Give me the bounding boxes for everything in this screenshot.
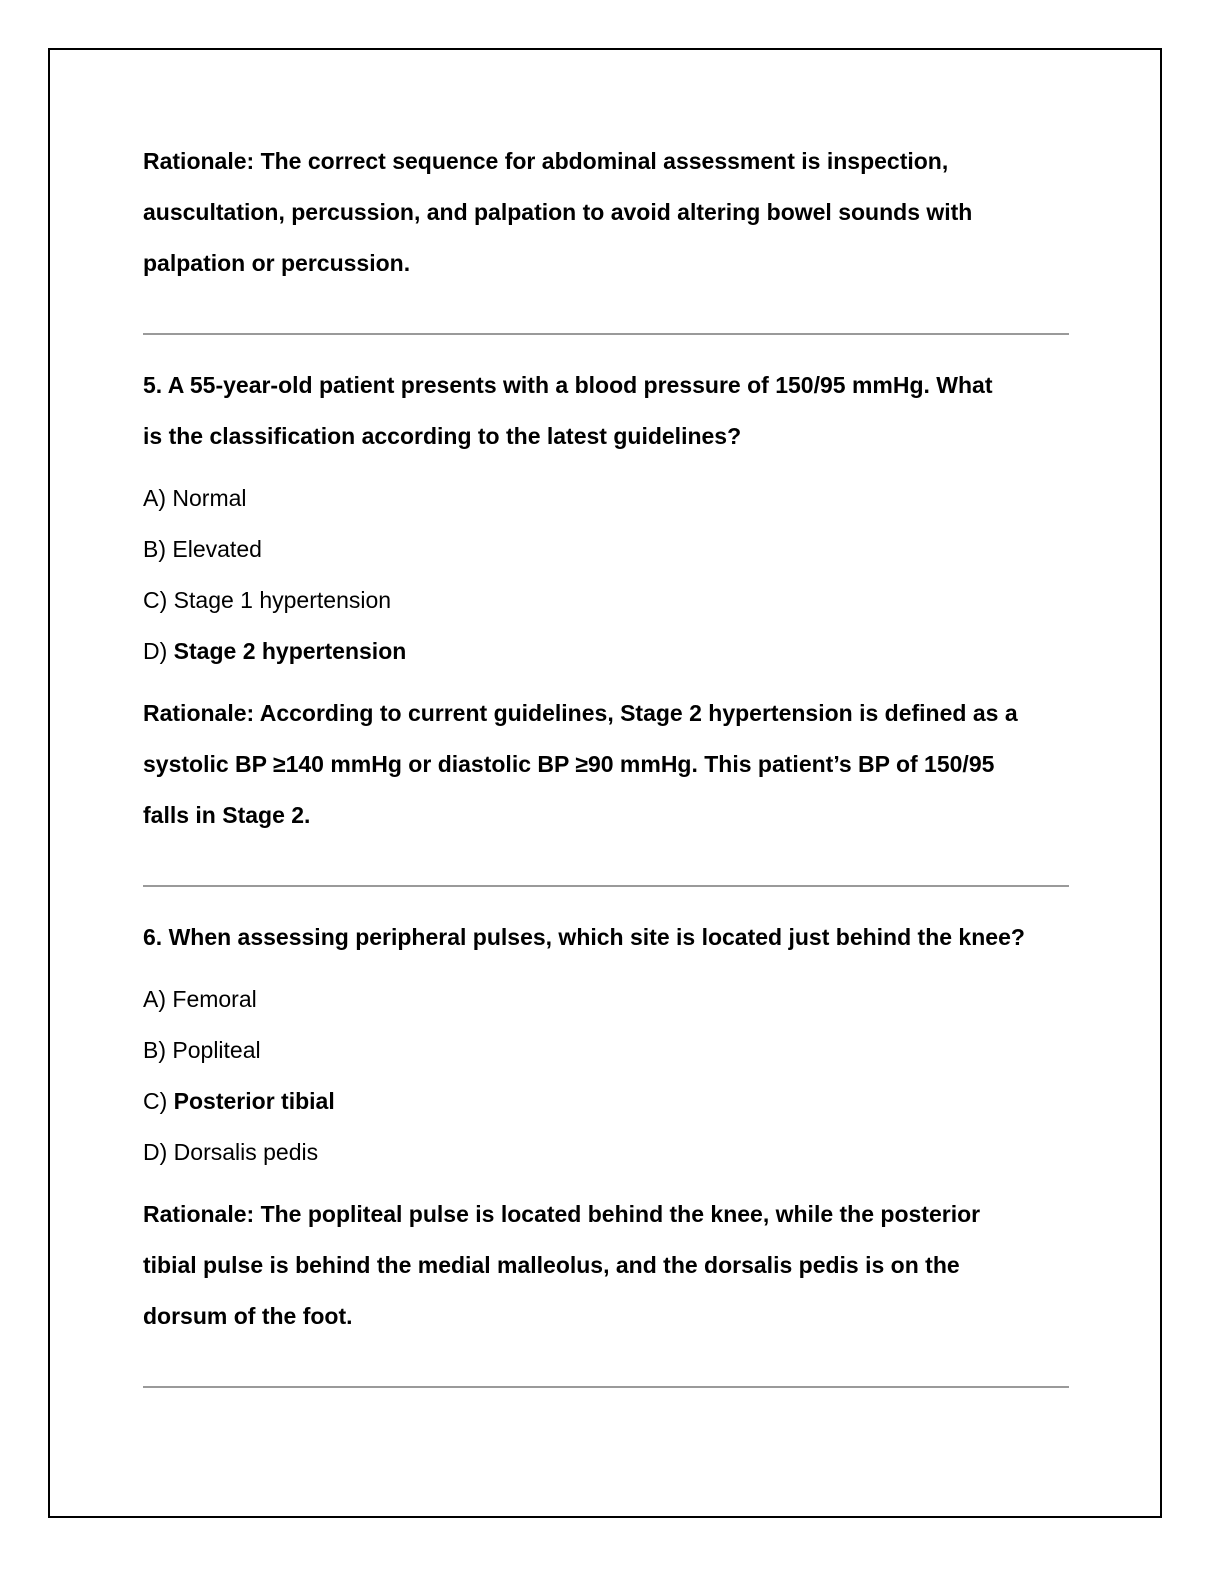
section-divider (143, 1386, 1069, 1388)
rationale-line: palpation or percussion. (143, 250, 411, 276)
rationale-line: Rationale: According to current guidelines, Stage 2 hypertension is defined as a (143, 700, 1018, 726)
question-5 (143, 360, 1073, 462)
option-prefix: A) (143, 986, 173, 1012)
option-text: Dorsalis pedis (173, 1139, 319, 1165)
option-d (143, 626, 1073, 677)
option-prefix: C) (143, 1088, 174, 1114)
rationale-line: Rationale: The popliteal pulse is located behind the knee, while the posterior (143, 1201, 981, 1227)
option-text: Stage 1 hypertension (173, 587, 392, 613)
option-prefix: D) (143, 638, 174, 664)
option-text: Popliteal (172, 1037, 261, 1063)
option-prefix: B) (143, 536, 173, 562)
options-q6 (143, 974, 1073, 1178)
question-text: 6. When assessing peripheral pulses, which site is located just behind the knee? (143, 924, 1025, 950)
rationale-q5 (143, 688, 1073, 841)
rationale-line: dorsum of the foot. (143, 1303, 353, 1329)
rationale-line: Rationale: The correct sequence for abdominal assessment is inspection, (143, 148, 949, 174)
rationale-q6 (143, 1189, 1073, 1342)
section-divider (143, 885, 1069, 887)
option-prefix: A) (143, 485, 173, 511)
rationale-line: falls in Stage 2. (143, 802, 311, 828)
document-content (143, 143, 1073, 1388)
option-a (143, 473, 1073, 524)
option-text-answer: Stage 2 hypertension (173, 638, 407, 664)
section-divider (143, 333, 1069, 335)
option-a (143, 974, 1073, 1025)
option-c (143, 1076, 1073, 1127)
question-6 (143, 912, 1073, 963)
option-prefix: B) (143, 1037, 173, 1063)
question-text: 5. A 55-year-old patient presents with a blood pressure of 150/95 mmHg. What (143, 372, 993, 398)
option-c (143, 575, 1073, 626)
option-prefix: D) (143, 1139, 174, 1165)
option-text-answer: Posterior tibial (173, 1088, 335, 1114)
rationale-line: auscultation, percussion, and palpation to avoid altering bowel sounds with (143, 199, 973, 225)
option-text: Elevated (172, 536, 262, 562)
option-b (143, 524, 1073, 575)
rationale-line: systolic BP ≥140 mmHg or diastolic BP ≥90 mmHg. This patient’s BP of 150/95 (143, 751, 995, 777)
option-b (143, 1025, 1073, 1076)
option-d (143, 1127, 1073, 1178)
option-text: Normal (172, 485, 247, 511)
option-text: Femoral (172, 986, 257, 1012)
rationale-line: tibial pulse is behind the medial malleolus, and the dorsalis pedis is on the (143, 1252, 960, 1278)
rationale-q4 (143, 136, 1073, 289)
option-prefix: C) (143, 587, 174, 613)
options-q5 (143, 473, 1073, 677)
question-text: is the classification according to the latest guidelines? (143, 423, 742, 449)
